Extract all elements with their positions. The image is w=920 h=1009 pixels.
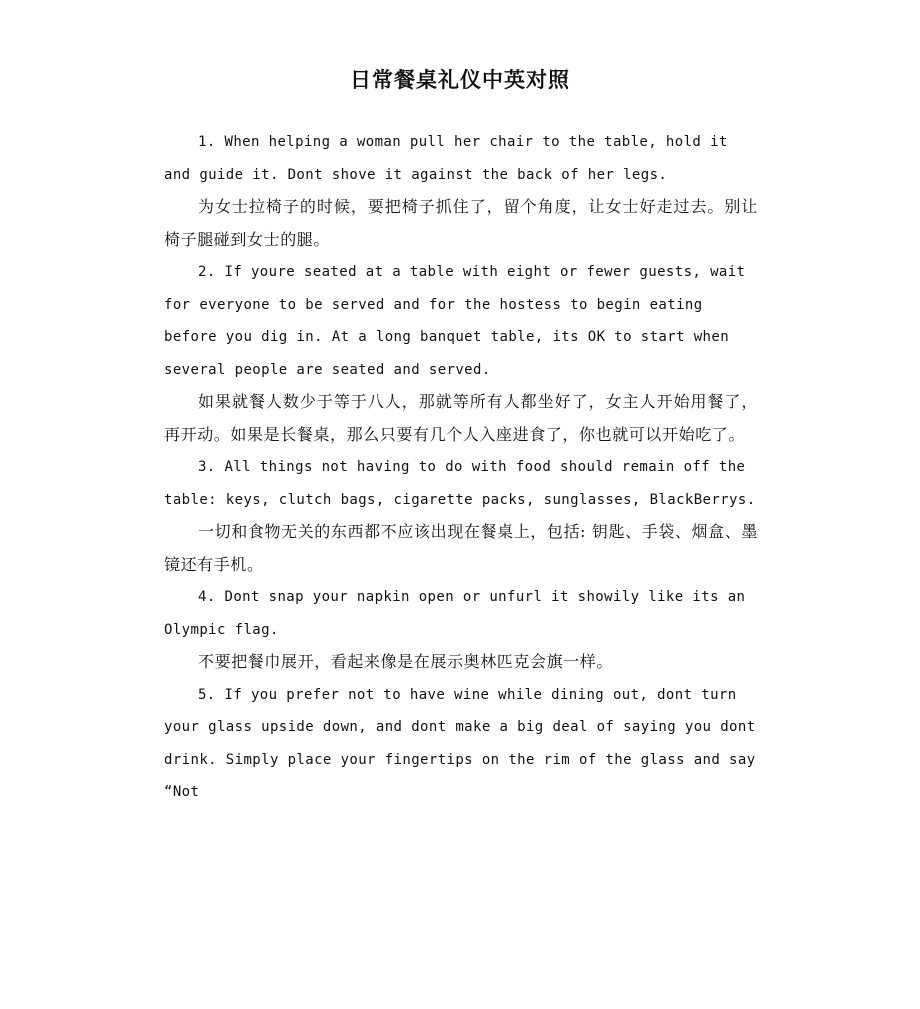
paragraph-en-1: 1. When helping a woman pull her chair to the table, hold it and guide it. Dont shove it against the back of her legs. [164, 134, 728, 183]
paragraph-en-3: 3. All things not having to do with food should remain off the table: keys, clutch bags, cigarette packs, sunglasses, BlackBerrys. [164, 459, 756, 508]
paragraph-zh-3: 一切和食物无关的东西都不应该出现在餐桌上，包括: 钥匙、手袋、烟盒、墨镜还有手机。 [164, 522, 758, 574]
paragraph-zh-2: 如果就餐人数少于等于八人，那就等所有人都坐好了，女主人开始用餐了，再开动。如果是长餐桌，那么只要有几个人入座进食了，你也就可以开始吃了。 [164, 392, 758, 444]
paragraph-en-2: 2. If youre seated at a table with eight or fewer guests, wait for everyone to be served and for the hostess to begin eating before you dig in. At a long banquet table, its OK to start when several people are seated and served. [164, 264, 746, 378]
paragraph-en-4: 4. Dont snap your napkin open or unfurl it showily like its an Olympic flag. [164, 589, 746, 638]
document-title: 日常餐桌礼仪中英对照 [350, 68, 570, 92]
document-body [164, 126, 758, 809]
paragraph-zh-4: 不要把餐巾展开，看起来像是在展示奥林匹克会旗一样。 [198, 652, 614, 671]
paragraph-en-5: 5. If you prefer not to have wine while dining out, dont turn your glass upside down, and dont make a big deal of saying you dont drink. Simply place your fingertips on the rim of the glass and say “Not [164, 686, 756, 800]
paragraph-zh-1: 为女士拉椅子的时候，要把椅子抓住了，留个角度，让女士好走过去。别让椅子腿碰到女士的腿。 [164, 197, 758, 249]
